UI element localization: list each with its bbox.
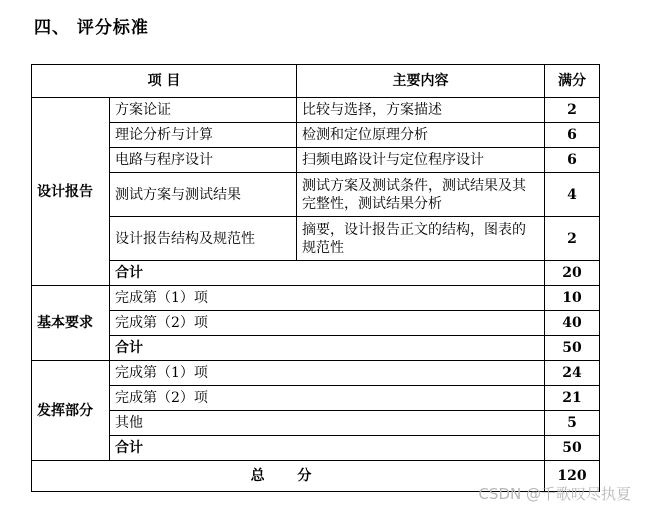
table-row bbox=[32, 217, 600, 261]
subtotal-label: 合计 bbox=[110, 436, 545, 461]
table-row bbox=[32, 148, 600, 173]
table-row bbox=[32, 286, 600, 311]
item-cell: 完成第（1）项 bbox=[110, 286, 545, 311]
category-basic: 基本要求 bbox=[32, 286, 110, 361]
score-cell: 21 bbox=[545, 386, 600, 411]
content-cell: 测试方案及测试条件，测试结果及其完整性，测试结果分析 bbox=[297, 173, 545, 217]
item-cell: 其他 bbox=[110, 411, 545, 436]
total-score: 120 bbox=[545, 461, 600, 492]
item-cell: 完成第（2）项 bbox=[110, 311, 545, 336]
item-cell: 完成第（1）项 bbox=[110, 361, 545, 386]
score-cell: 24 bbox=[545, 361, 600, 386]
category-design: 设计报告 bbox=[32, 98, 110, 286]
table-row bbox=[32, 311, 600, 336]
total-label: 总 分 bbox=[32, 461, 545, 492]
table-row bbox=[32, 173, 600, 217]
content-cell: 摘要，设计报告正文的结构，图表的规范性 bbox=[297, 217, 545, 261]
subtotal-label: 合计 bbox=[110, 261, 545, 286]
header-item: 项 目 bbox=[32, 65, 297, 98]
subtotal-row bbox=[32, 436, 600, 461]
header-content: 主要内容 bbox=[297, 65, 545, 98]
item-cell: 设计报告结构及规范性 bbox=[110, 217, 297, 261]
category-extended: 发挥部分 bbox=[32, 361, 110, 461]
subtotal-score: 50 bbox=[545, 336, 600, 361]
section-heading: 四、 评分标准 bbox=[34, 18, 149, 38]
header-row bbox=[32, 65, 600, 98]
score-cell: 6 bbox=[545, 148, 600, 173]
watermark: CSDN @千歌叹尽执夏 bbox=[478, 485, 631, 503]
score-cell: 6 bbox=[545, 123, 600, 148]
subtotal-label: 合计 bbox=[110, 336, 545, 361]
item-cell: 电路与程序设计 bbox=[110, 148, 297, 173]
header-score: 满分 bbox=[545, 65, 600, 98]
subtotal-row bbox=[32, 336, 600, 361]
subtotal-score: 50 bbox=[545, 436, 600, 461]
score-cell: 40 bbox=[545, 311, 600, 336]
item-cell: 理论分析与计算 bbox=[110, 123, 297, 148]
table-row bbox=[32, 411, 600, 436]
table-row bbox=[32, 386, 600, 411]
score-cell: 4 bbox=[545, 173, 600, 217]
item-cell: 方案论证 bbox=[110, 98, 297, 123]
content-cell: 检测和定位原理分析 bbox=[297, 123, 545, 148]
score-cell: 2 bbox=[545, 217, 600, 261]
score-cell: 2 bbox=[545, 98, 600, 123]
table-row bbox=[32, 98, 600, 123]
subtotal-score: 20 bbox=[545, 261, 600, 286]
content-cell: 扫频电路设计与定位程序设计 bbox=[297, 148, 545, 173]
grading-table bbox=[31, 64, 600, 492]
content-cell: 比较与选择，方案描述 bbox=[297, 98, 545, 123]
table-row bbox=[32, 123, 600, 148]
score-cell: 5 bbox=[545, 411, 600, 436]
table-row bbox=[32, 361, 600, 386]
score-cell: 10 bbox=[545, 286, 600, 311]
subtotal-row bbox=[32, 261, 600, 286]
item-cell: 完成第（2）项 bbox=[110, 386, 545, 411]
item-cell: 测试方案与测试结果 bbox=[110, 173, 297, 217]
